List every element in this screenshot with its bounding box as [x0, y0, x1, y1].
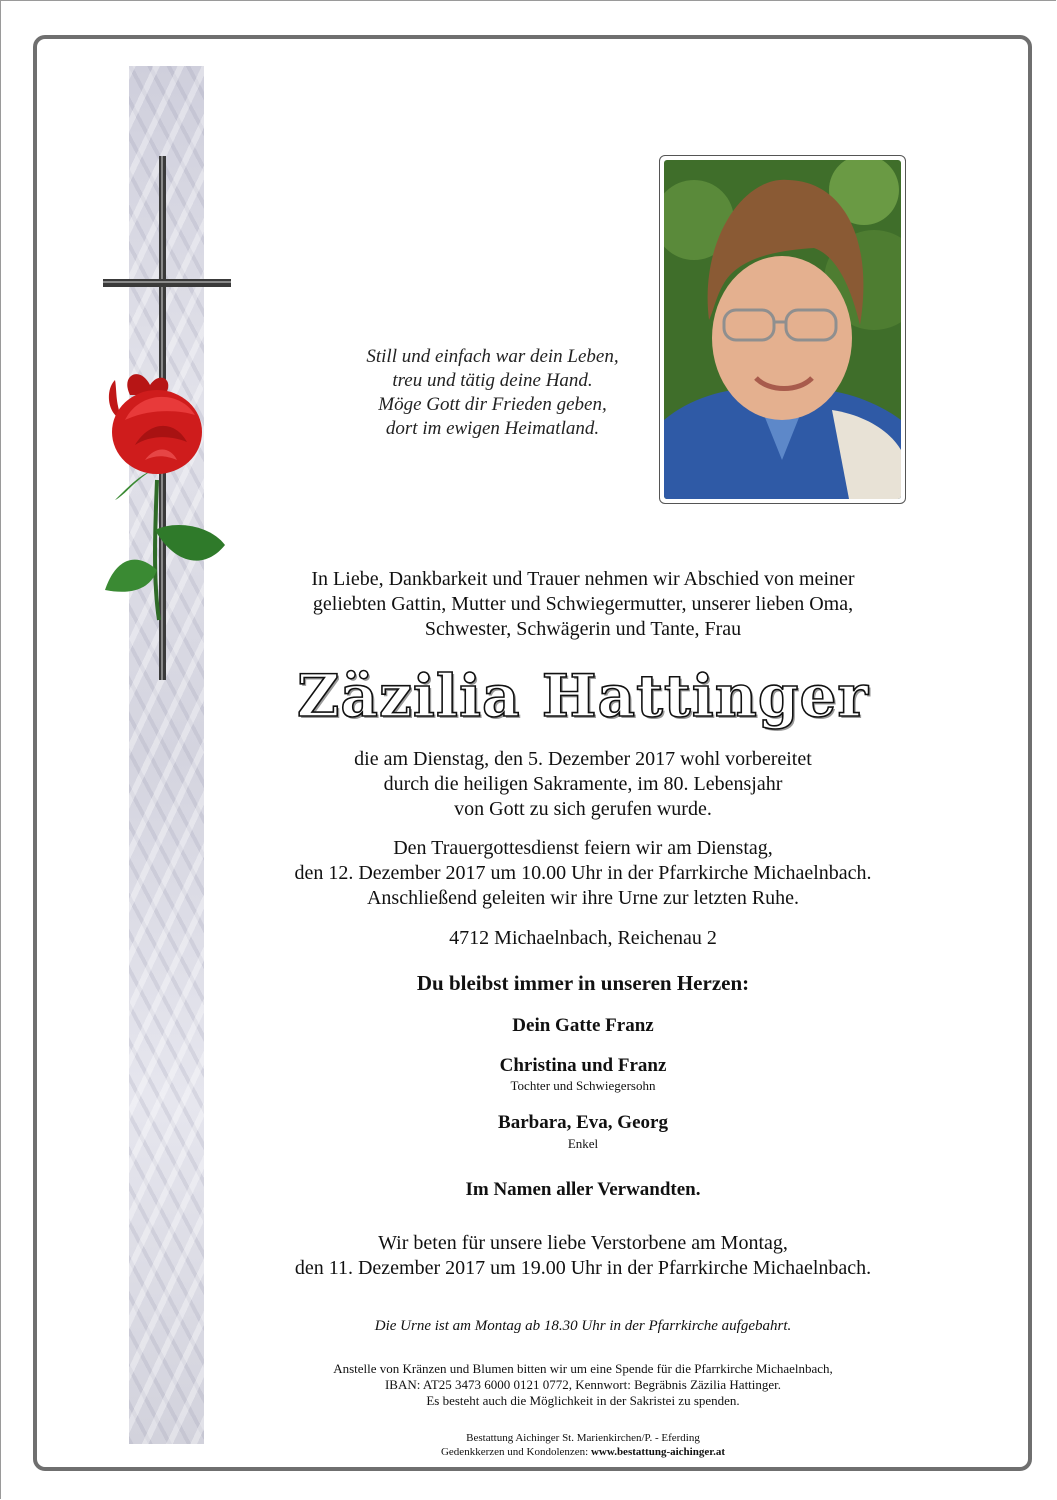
- donation-info: [230, 1361, 936, 1409]
- funeral-line: Anschließend geleiten wir ihre Urne zur letzten Ruhe.: [366, 887, 800, 909]
- undertaker-website-link[interactable]: www.bestattung-aichinger.at: [590, 1446, 726, 1458]
- death-notice-line: von Gott zu sich gerufen wurde.: [454, 798, 712, 820]
- donation-line: IBAN: AT25 3473 6000 0121 0772, Kennwort: Begräbnis Zäzilia Hattinger.: [384, 1377, 782, 1392]
- intro-line: In Liebe, Dankbarkeit und Trauer nehmen wir Abschied von meiner: [311, 568, 855, 590]
- mourner-name: Dein Gatte Franz: [512, 1015, 654, 1036]
- funeral-info: [230, 836, 936, 911]
- address: 4712 Michaelnbach, Reichenau 2: [449, 927, 717, 949]
- intro-line: geliebten Gattin, Mutter und Schwiegermutter, unserer lieben Oma,: [312, 593, 854, 615]
- mourner-name: Christina und Franz: [499, 1055, 667, 1076]
- verse-line: treu und tätig deine Hand.: [392, 370, 593, 391]
- intro-text: [230, 567, 936, 642]
- undertaker-contact-label: Gedenkkerzen und Kondolenzen:: [440, 1446, 591, 1458]
- memorial-verse: [330, 345, 655, 441]
- deceased-name: Zäzilia Hattinger: [297, 662, 869, 730]
- death-notice-line: die am Dienstag, den 5. Dezember 2017 wohl vorbereitet: [354, 748, 812, 770]
- prayer-line: den 11. Dezember 2017 um 19.00 Uhr in der Pfarrkirche Michaelnbach.: [294, 1257, 872, 1279]
- undertaker-info: [230, 1431, 936, 1459]
- funeral-line: Den Trauergottesdienst feiern wir am Dienstag,: [393, 837, 773, 859]
- donation-line: Anstelle von Kränzen und Blumen bitten wir um eine Spende für die Pfarrkirche Michaelnbach,: [333, 1361, 833, 1376]
- cross-with-rose: [95, 150, 245, 690]
- mourner-name: Barbara, Eva, Georg: [498, 1112, 668, 1133]
- undertaker-contact: [230, 1445, 936, 1459]
- intro-line: Schwester, Schwägerin und Tante, Frau: [424, 618, 742, 640]
- mourners-heading: Du bleibst immer in unseren Herzen:: [416, 971, 750, 995]
- death-notice-line: durch die heiligen Sakramente, im 80. Lebensjahr: [383, 773, 783, 795]
- mourner-relation: Tochter und Schwiegersohn: [510, 1078, 656, 1093]
- relatives-line: Im Namen aller Verwandten.: [465, 1179, 701, 1200]
- funeral-line: den 12. Dezember 2017 um 10.00 Uhr in der Pfarrkirche Michaelnbach.: [294, 862, 872, 884]
- verse-line: Still und einfach war dein Leben,: [366, 346, 619, 367]
- verse-line: dort im ewigen Heimatland.: [385, 418, 600, 439]
- undertaker-line: Bestattung Aichinger St. Marienkirchen/P. - Eferding: [466, 1432, 700, 1444]
- prayer-info: [230, 1231, 936, 1281]
- mourner-relation: Enkel: [567, 1136, 599, 1151]
- urn-note: Die Urne ist am Montag ab 18.30 Uhr in der Pfarrkirche aufgebahrt.: [374, 1318, 792, 1334]
- donation-line: Es besteht auch die Möglichkeit in der Sakristei zu spenden.: [426, 1393, 740, 1408]
- death-notice: [230, 747, 936, 822]
- prayer-line: Wir beten für unsere liebe Verstorbene am Montag,: [378, 1232, 788, 1254]
- verse-line: Möge Gott dir Frieden geben,: [378, 394, 607, 415]
- portrait-photo: [659, 155, 906, 504]
